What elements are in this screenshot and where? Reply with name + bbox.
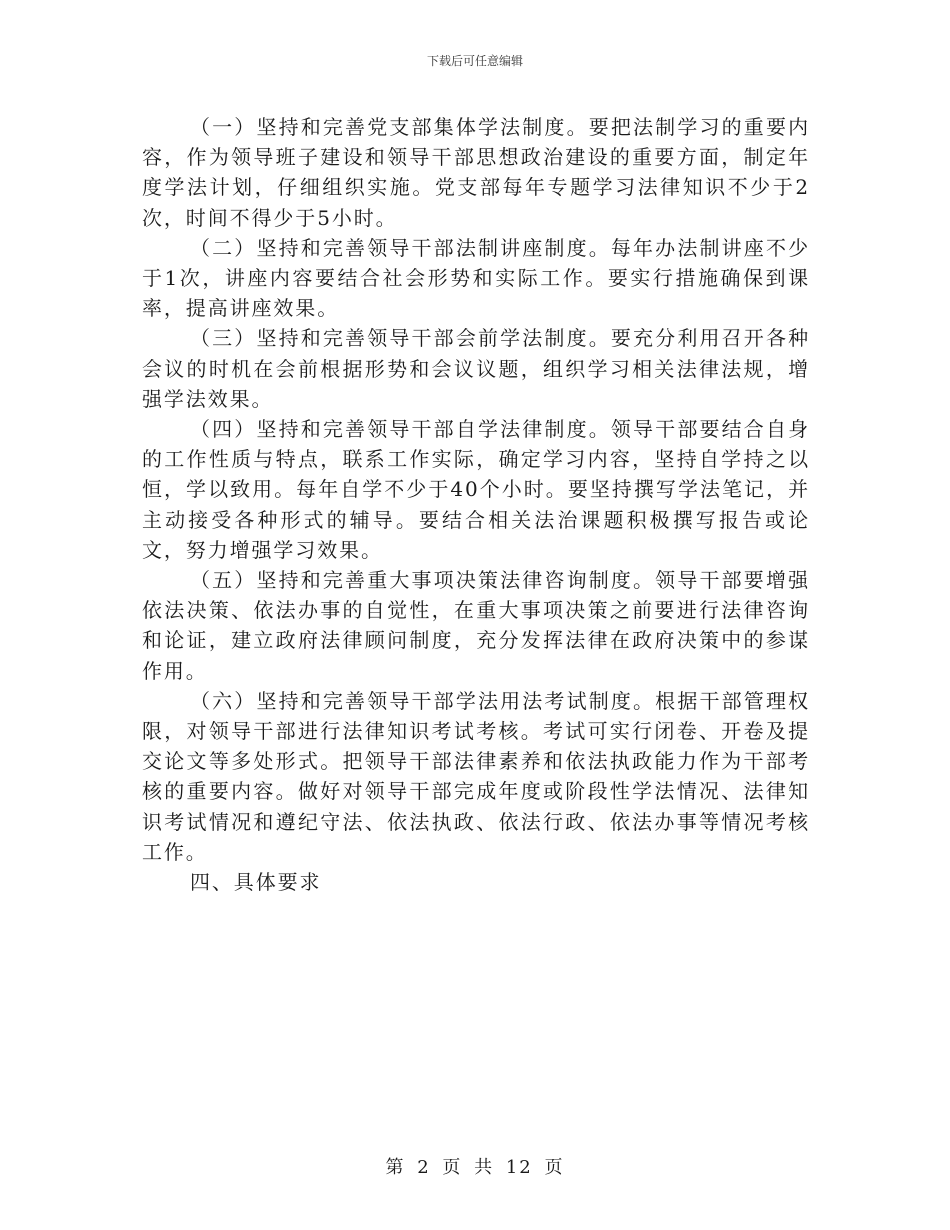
paragraph-3: （三）坚持和完善领导干部会前学法制度。要充分利用召开各种会议的时机在会前根据形势和会议议题，组织学习相关法律法规，增强学法效果。 bbox=[142, 326, 810, 411]
paragraph-4: （四）坚持和完善领导干部自学法律制度。领导干部要结合自身的工作性质与特点，联系工作实际，确定学习内容，坚持自学持之以恒，学以致用。每年自学不少于40个小时。要坚持撰写学法笔记，并主动接受各种形式的辅导。要结合相关法治课题积极撰写报告或论文，努力增强学习效果。 bbox=[142, 417, 810, 562]
download-note: 下载后可任意编辑 bbox=[426, 54, 523, 68]
section-heading: 四、具体要求 bbox=[190, 870, 322, 895]
paragraph-5: （五）坚持和完善重大事项决策法律咨询制度。领导干部要增强依法决策、依法办事的自觉性，在重大事项决策之前要进行法律咨询和论证，建立政府法律顾问制度，充分发挥法律在政府决策中的参谋作用。 bbox=[142, 568, 810, 683]
document-body bbox=[142, 112, 810, 897]
paragraph-1: （一）坚持和完善党支部集体学法制度。要把法制学习的重要内容，作为领导班子建设和领导干部思想政治建设的重要方面，制定年度学法计划，仔细组织实施。党支部每年专题学习法律知识不少于2次，时间不得少于5小时。 bbox=[142, 115, 810, 230]
page-number: 第 2 页 共 12 页 bbox=[385, 1157, 565, 1178]
paragraph-2: （二）坚持和完善领导干部法制讲座制度。每年办法制讲座不少于1次，讲座内容要结合社会形势和实际工作。要实行措施确保到课率，提高讲座效果。 bbox=[142, 235, 810, 321]
paragraph-6: （六）坚持和完善领导干部学法用法考试制度。根据干部管理权限，对领导干部进行法律知识考试考核。考试可实行闭卷、开卷及提交论文等多处形式。把领导干部法律素养和依法执政能力作为干部考核的重要内容。做好对领导干部完成年度或阶段性学法情况、法律知识考试情况和遵纪守法、依法执政、依法行政、依法办事等情况考核工作。 bbox=[142, 688, 810, 864]
